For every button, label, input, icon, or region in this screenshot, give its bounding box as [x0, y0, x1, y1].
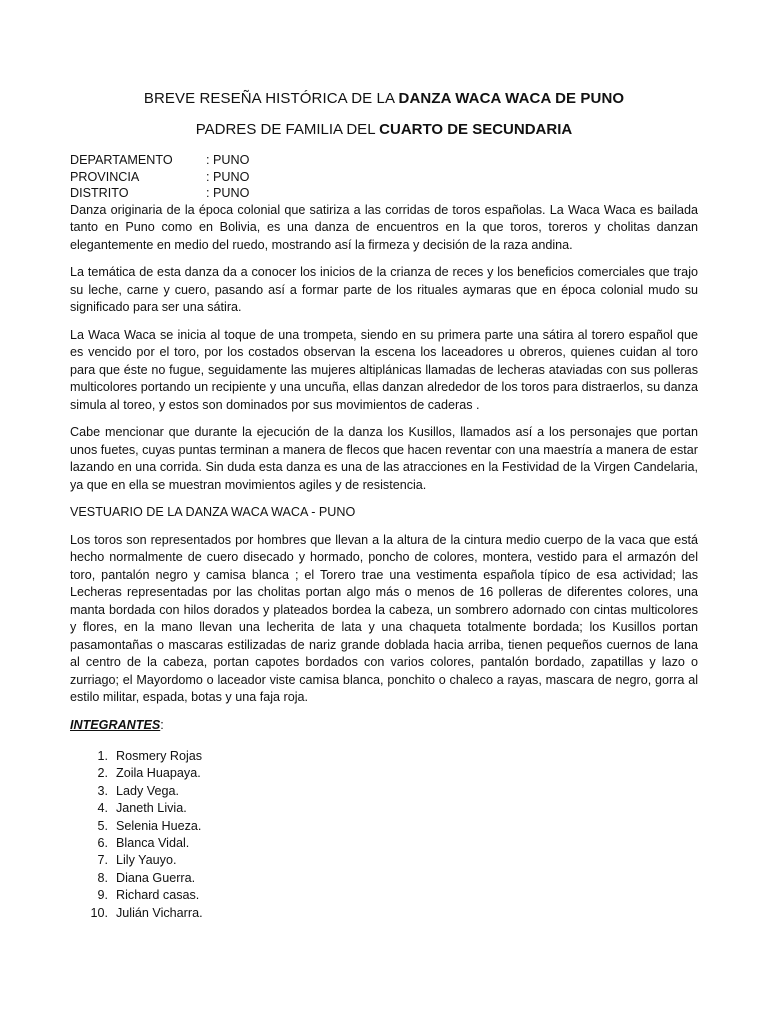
- location-info: [70, 152, 698, 202]
- subtitle-prefix: PADRES DE FAMILIA DEL: [195, 121, 380, 138]
- title-bold: DANZA WACA WACA DE PUNO: [398, 90, 625, 107]
- list-item: [70, 800, 698, 817]
- list-item: [70, 818, 698, 835]
- paragraph-kusillos: Cabe mencionar que durante la ejecución de la danza los Kusillos, llamados así a los personajes que portan unos fuetes, cuyas puntas terminan a manera de flecos que hacen reventar con una maestría a manera de estar lazando en una corrida. Sin duda esta danza es una de las atracciones en la Festividad de la Virgen Candelaria, ya que en ella se muestran movimientos agiles y de resistencia.: [70, 425, 698, 492]
- title-prefix: BREVE RESEÑA HISTÓRICA DE LA: [143, 90, 399, 107]
- paragraph-origin: Danza originaria de la época colonial que satiriza a las corridas de toros españolas. La Waca Waca es bailada tanto en Puno como en Bolivia, es una danza de encuentros en la que toros, toreros y cholitas danzan elegantemente en medio del ruedo, mostrando así la firmeza y decisión de la raza andina.: [70, 202, 698, 252]
- meta-key: PROVINCIA: [70, 169, 140, 184]
- meta-value: : PUNO: [206, 153, 250, 167]
- list-item: [70, 870, 698, 887]
- member-name: Julián Vicharra.: [116, 905, 203, 920]
- meta-key: DISTRITO: [70, 186, 129, 200]
- list-number: 1.: [97, 749, 108, 763]
- list-item: [70, 783, 698, 800]
- vestuario-heading: VESTUARIO DE LA DANZA WACA WACA - PUNO: [70, 505, 356, 519]
- member-name: Janeth Livia.: [116, 801, 187, 816]
- list-item: [70, 905, 698, 922]
- meta-row-departamento: [70, 152, 698, 169]
- integrantes-label: INTEGRANTES: [70, 717, 161, 732]
- list-number: 5.: [97, 818, 108, 833]
- meta-row-provincia: [70, 169, 698, 186]
- list-number: 3.: [97, 783, 108, 798]
- list-number: 8.: [97, 870, 108, 885]
- paragraph-inicio: La Waca Waca se inicia al toque de una trompeta, siendo en su primera parte una sátira al torero español que es vencido por el toro, por los costados observan la escena los laceadores u obreros, quienes cuidan al toro para que éste no fugue, seguidamente las mujeres altiplánicas llamadas de lecheras ataviadas con sus polleras multicolores portando un recipiente y una uncuña, ellas danzan alrededor de los toros para distraerlos, su danza simula al toreo, y estos son dominados por sus movimientos de caderas .: [70, 327, 698, 412]
- document-title: [70, 90, 698, 107]
- list-number: 6.: [97, 836, 108, 851]
- list-item: [70, 852, 698, 869]
- member-name: Lily Yauyo.: [116, 853, 177, 868]
- member-name: Rosmery Rojas: [116, 749, 203, 763]
- member-name: Zoila Huapaya.: [116, 766, 201, 781]
- meta-value: : PUNO: [206, 169, 250, 184]
- list-number: 10.: [90, 905, 108, 920]
- meta-key: DEPARTAMENTO: [70, 153, 173, 167]
- member-name: Diana Guerra.: [116, 870, 196, 885]
- integrantes-colon: :: [160, 717, 164, 732]
- members-list: [70, 748, 698, 922]
- list-number: 4.: [97, 801, 108, 816]
- member-name: Selenia Hueza.: [116, 818, 202, 833]
- member-name: Lady Vega.: [116, 783, 180, 798]
- list-item: [70, 748, 698, 765]
- list-number: 9.: [97, 888, 108, 903]
- document-subtitle: [70, 121, 698, 138]
- subtitle-bold: CUARTO DE SECUNDARIA: [379, 121, 573, 138]
- list-item: [70, 835, 698, 852]
- member-name: Richard casas.: [116, 888, 200, 903]
- meta-value: : PUNO: [206, 186, 250, 200]
- paragraph-tematica: La temática de esta danza da a conocer los inicios de la crianza de reces y los beneficios comerciales que trajo su leche, carne y cuero, pasando así a formar parte de los rituales aymaras que en época colonial mudo su significado para ser una sátira.: [70, 265, 698, 314]
- member-name: Blanca Vidal.: [116, 836, 190, 851]
- paragraph-vestuario: Los toros son representados por hombres que llevan a la altura de la cintura medio cuerpo de la vaca que está hecho normalmente de cuero disecado y hormado, poncho de colores, montera, vestido para el armazón del toro, pantalón negro y camisa blanca ; el Torero trae una vestimenta española típico de esa actividad; las Lecheras representadas por las cholitas portan algo más o menos de 16 polleras de diferentes colores, una manta bordada con hilos dorados y plateados bordea la cabeza, un sombrero adornado con cintas multicolores y flores, en la mano llevan una lecherita de lata y una chaqueta totalmente bordada; los Kusillos portan pasamontañas o mascaras estilizadas de nariz grande doblada hacia arriba, tienen pequeños cuernos de lana al centro de la cabeza, portan capotes bordados con varios colores, pantalón bordado, zapatillas y lazo o zurriago; el Mayordomo o laceador viste camisa blanca, ponchito o chaleco a rayas, mascara de negro, gorra al estilo militar, espada, botas y una faja roja.: [70, 532, 698, 704]
- list-number: 7.: [97, 853, 108, 868]
- integrantes-heading: [70, 717, 698, 735]
- meta-row-distrito: [70, 185, 698, 202]
- list-item: [70, 765, 698, 782]
- list-item: [70, 887, 698, 904]
- list-number: 2.: [97, 766, 108, 781]
